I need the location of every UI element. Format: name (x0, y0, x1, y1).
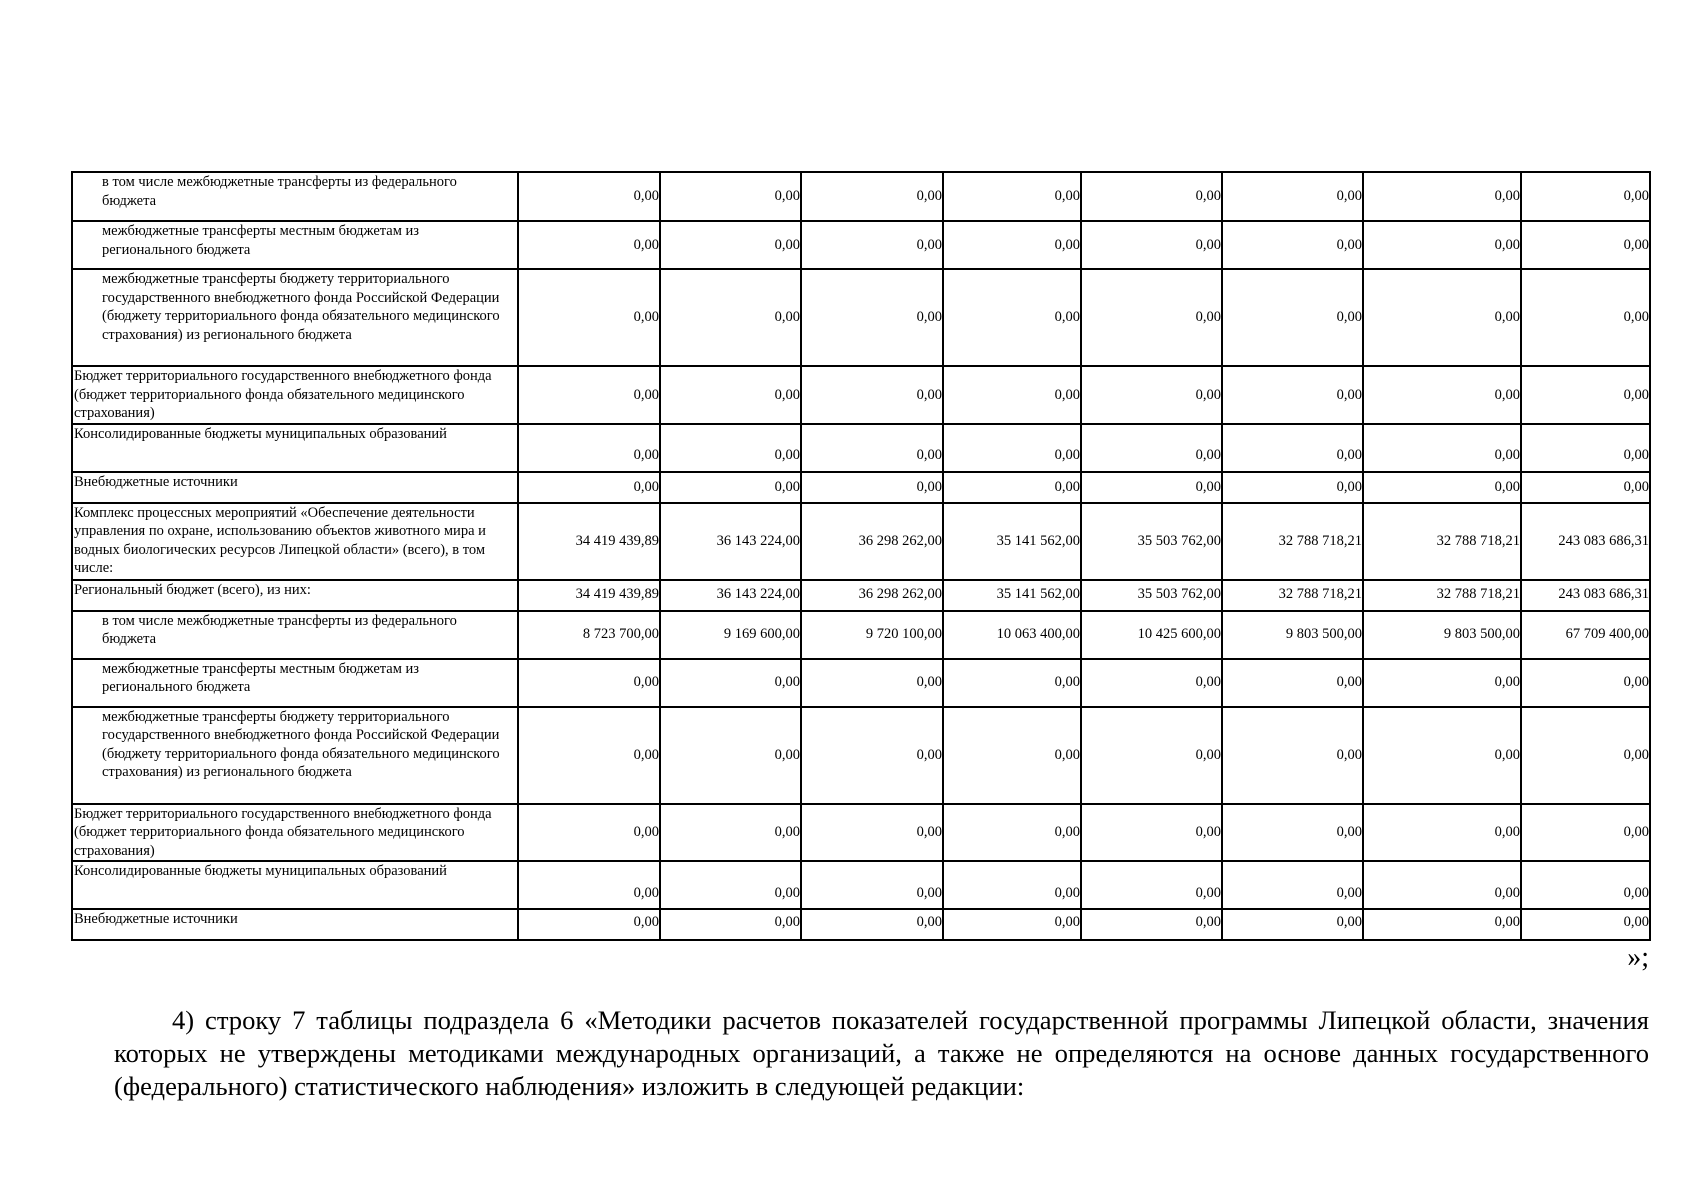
row-label: в том числе межбюджетные трансферты из федерального бюджета (72, 611, 518, 659)
value-cell: 0,00 (660, 659, 801, 707)
value-cell: 9 720 100,00 (801, 611, 943, 659)
value-cell: 0,00 (1222, 424, 1363, 472)
value-cell: 0,00 (660, 707, 801, 804)
value-cell: 0,00 (943, 861, 1081, 909)
value-cell: 8 723 700,00 (518, 611, 660, 659)
row-label: Комплекс процессных мероприятий «Обеспечение деятельности управления по охране, использованию объектов животного мира и водных биологических ресурсов Липецкой области» (всего), в том числе: (72, 503, 518, 580)
value-cell: 0,00 (1222, 269, 1363, 366)
value-cell: 0,00 (943, 424, 1081, 472)
value-cell: 36 143 224,00 (660, 503, 801, 580)
value-cell: 32 788 718,21 (1363, 503, 1521, 580)
table-row (72, 221, 1650, 269)
value-cell: 0,00 (1222, 472, 1363, 503)
value-cell: 32 788 718,21 (1222, 503, 1363, 580)
value-cell: 0,00 (1081, 172, 1222, 221)
value-cell: 0,00 (518, 366, 660, 424)
value-cell: 0,00 (801, 909, 943, 940)
row-label: Внебюджетные источники (72, 472, 518, 503)
value-cell: 0,00 (1363, 909, 1521, 940)
budget-table (71, 171, 1651, 941)
value-cell: 0,00 (660, 472, 801, 503)
row-label: Бюджет территориального государственного внебюджетного фонда (бюджет территориального фонда обязательного медицинского страхования) (72, 366, 518, 424)
value-cell: 0,00 (1521, 707, 1650, 804)
value-cell: 0,00 (518, 424, 660, 472)
value-cell: 0,00 (943, 707, 1081, 804)
value-cell: 0,00 (1521, 221, 1650, 269)
value-cell: 0,00 (943, 909, 1081, 940)
value-cell: 35 141 562,00 (943, 580, 1081, 611)
table-row (72, 172, 1650, 221)
value-cell: 0,00 (1363, 221, 1521, 269)
table-row (72, 861, 1650, 909)
value-cell: 9 803 500,00 (1363, 611, 1521, 659)
value-cell: 0,00 (1363, 707, 1521, 804)
row-label: межбюджетные трансферты бюджету территориального государственного внебюджетного фонда Российской Федерации (бюджету территориального фонда обязательного медицинского страхования) из регионального бюджета (72, 707, 518, 804)
value-cell: 0,00 (1081, 472, 1222, 503)
value-cell: 0,00 (518, 909, 660, 940)
row-label: Региональный бюджет (всего), из них: (72, 580, 518, 611)
value-cell: 0,00 (1081, 424, 1222, 472)
row-label: в том числе межбюджетные трансферты из федерального бюджета (72, 172, 518, 221)
value-cell: 0,00 (518, 804, 660, 862)
amendment-paragraph: 4) строку 7 таблицы подраздела 6 «Методики расчетов показателей государственной программы Липецкой области, значения которых не утверждены методиками международных организаций, а также не определяются на основе данных государственного (федерального) статистического наблюдения» изложить в следующей редакции: (114, 1005, 1649, 1101)
value-cell: 0,00 (1363, 424, 1521, 472)
value-cell: 0,00 (660, 804, 801, 862)
value-cell: 35 503 762,00 (1081, 580, 1222, 611)
value-cell: 36 143 224,00 (660, 580, 801, 611)
value-cell: 36 298 262,00 (801, 503, 943, 580)
value-cell: 0,00 (1222, 804, 1363, 862)
table-row (72, 580, 1650, 611)
value-cell: 0,00 (1521, 424, 1650, 472)
value-cell: 0,00 (518, 861, 660, 909)
table-row (72, 659, 1650, 707)
value-cell: 0,00 (1363, 269, 1521, 366)
value-cell: 0,00 (943, 221, 1081, 269)
row-label: Консолидированные бюджеты муниципальных образований (72, 424, 518, 472)
value-cell: 67 709 400,00 (1521, 611, 1650, 659)
table-body (72, 172, 1650, 940)
table-row (72, 707, 1650, 804)
value-cell: 34 419 439,89 (518, 580, 660, 611)
value-cell: 0,00 (1081, 909, 1222, 940)
table-row (72, 424, 1650, 472)
value-cell: 0,00 (943, 804, 1081, 862)
value-cell: 243 083 686,31 (1521, 503, 1650, 580)
value-cell: 0,00 (1521, 172, 1650, 221)
value-cell: 35 141 562,00 (943, 503, 1081, 580)
value-cell: 0,00 (1363, 659, 1521, 707)
closing-quote: »; (1627, 942, 1649, 973)
value-cell: 9 169 600,00 (660, 611, 801, 659)
value-cell: 0,00 (801, 424, 943, 472)
value-cell: 0,00 (943, 269, 1081, 366)
value-cell: 0,00 (1081, 659, 1222, 707)
row-label: межбюджетные трансферты местным бюджетам из регионального бюджета (72, 659, 518, 707)
value-cell: 0,00 (801, 804, 943, 862)
value-cell: 0,00 (1521, 804, 1650, 862)
value-cell: 0,00 (1081, 707, 1222, 804)
table-row (72, 366, 1650, 424)
table-row (72, 909, 1650, 940)
value-cell: 0,00 (660, 909, 801, 940)
value-cell: 36 298 262,00 (801, 580, 943, 611)
value-cell: 0,00 (801, 366, 943, 424)
value-cell: 0,00 (801, 172, 943, 221)
value-cell: 0,00 (801, 269, 943, 366)
value-cell: 0,00 (1363, 472, 1521, 503)
value-cell: 34 419 439,89 (518, 503, 660, 580)
value-cell: 0,00 (943, 659, 1081, 707)
value-cell: 10 425 600,00 (1081, 611, 1222, 659)
value-cell: 0,00 (943, 472, 1081, 503)
value-cell: 0,00 (801, 659, 943, 707)
value-cell: 0,00 (660, 424, 801, 472)
table-row (72, 804, 1650, 862)
value-cell: 0,00 (1222, 861, 1363, 909)
value-cell: 32 788 718,21 (1222, 580, 1363, 611)
value-cell: 0,00 (1081, 804, 1222, 862)
value-cell: 243 083 686,31 (1521, 580, 1650, 611)
value-cell: 0,00 (1081, 861, 1222, 909)
value-cell: 0,00 (943, 172, 1081, 221)
value-cell: 0,00 (1521, 659, 1650, 707)
value-cell: 0,00 (801, 861, 943, 909)
table-row (72, 472, 1650, 503)
value-cell: 0,00 (1222, 909, 1363, 940)
row-label: межбюджетные трансферты бюджету территориального государственного внебюджетного фонда Российской Федерации (бюджету территориального фонда обязательного медицинского страхования) из регионального бюджета (72, 269, 518, 366)
value-cell: 0,00 (801, 707, 943, 804)
value-cell: 0,00 (1521, 861, 1650, 909)
value-cell: 0,00 (1363, 172, 1521, 221)
value-cell: 0,00 (1363, 861, 1521, 909)
table-row (72, 269, 1650, 366)
value-cell: 0,00 (518, 707, 660, 804)
table-row (72, 611, 1650, 659)
value-cell: 0,00 (943, 366, 1081, 424)
value-cell: 0,00 (1081, 366, 1222, 424)
value-cell: 0,00 (1081, 269, 1222, 366)
value-cell: 0,00 (801, 221, 943, 269)
value-cell: 0,00 (660, 172, 801, 221)
value-cell: 0,00 (518, 472, 660, 503)
value-cell: 0,00 (1521, 366, 1650, 424)
row-label: Консолидированные бюджеты муниципальных образований (72, 861, 518, 909)
value-cell: 0,00 (1521, 269, 1650, 366)
value-cell: 0,00 (660, 861, 801, 909)
value-cell: 0,00 (1222, 707, 1363, 804)
row-label: межбюджетные трансферты местным бюджетам из регионального бюджета (72, 221, 518, 269)
value-cell: 0,00 (1222, 221, 1363, 269)
row-label: Внебюджетные источники (72, 909, 518, 940)
value-cell: 0,00 (518, 221, 660, 269)
value-cell: 32 788 718,21 (1363, 580, 1521, 611)
value-cell: 0,00 (1363, 366, 1521, 424)
value-cell: 0,00 (1363, 804, 1521, 862)
value-cell: 0,00 (660, 366, 801, 424)
value-cell: 0,00 (1222, 659, 1363, 707)
value-cell: 0,00 (518, 659, 660, 707)
value-cell: 35 503 762,00 (1081, 503, 1222, 580)
value-cell: 0,00 (660, 221, 801, 269)
table-row (72, 503, 1650, 580)
value-cell: 0,00 (1222, 172, 1363, 221)
value-cell: 0,00 (518, 269, 660, 366)
value-cell: 0,00 (801, 472, 943, 503)
value-cell: 0,00 (518, 172, 660, 221)
value-cell: 10 063 400,00 (943, 611, 1081, 659)
value-cell: 0,00 (1081, 221, 1222, 269)
value-cell: 9 803 500,00 (1222, 611, 1363, 659)
row-label: Бюджет территориального государственного внебюджетного фонда (бюджет территориального фонда обязательного медицинского страхования) (72, 804, 518, 862)
value-cell: 0,00 (1521, 472, 1650, 503)
value-cell: 0,00 (660, 269, 801, 366)
value-cell: 0,00 (1222, 366, 1363, 424)
value-cell: 0,00 (1521, 909, 1650, 940)
